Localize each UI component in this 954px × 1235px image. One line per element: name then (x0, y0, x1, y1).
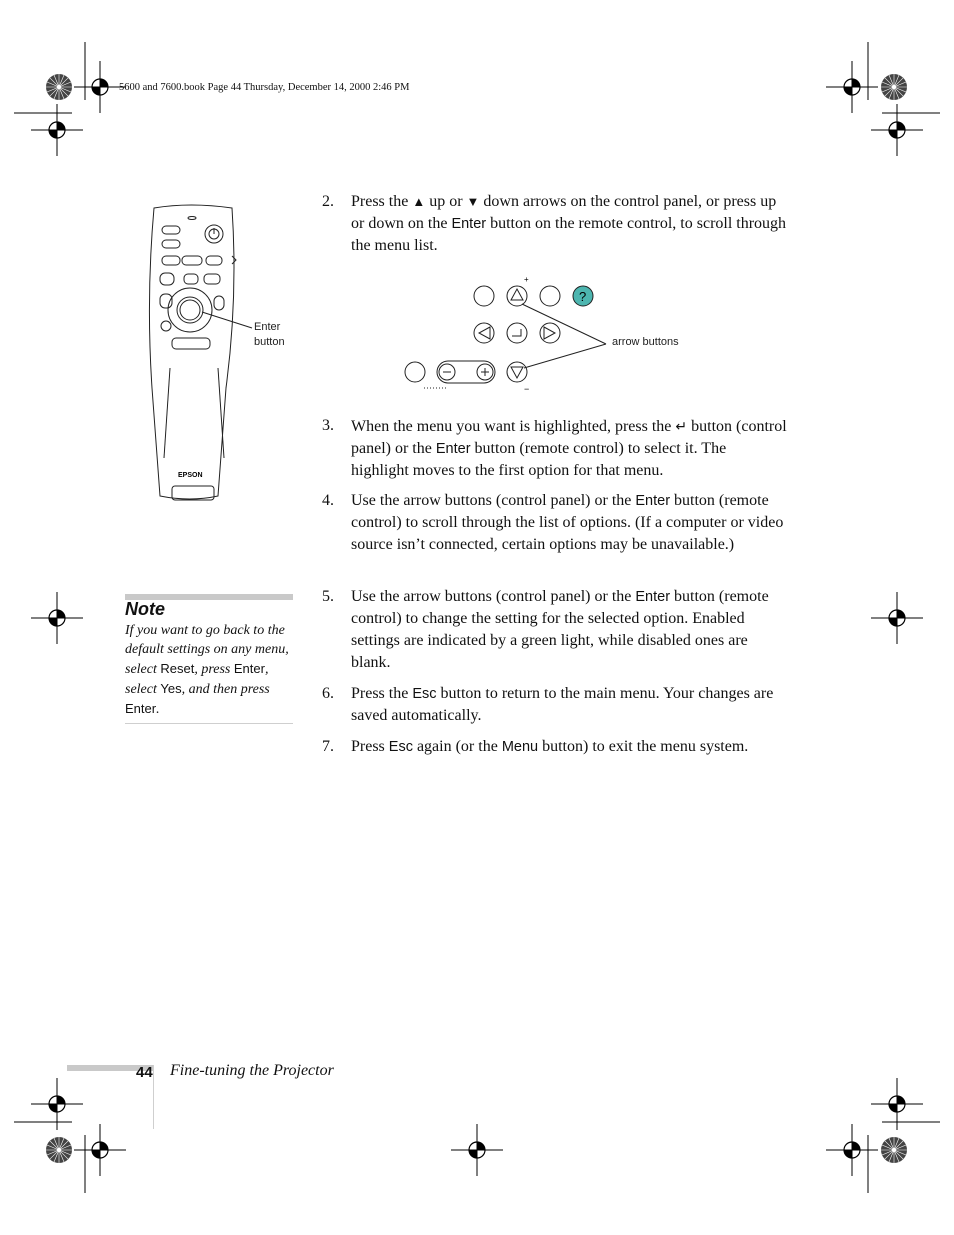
enter-button-label-line2: button (254, 336, 285, 348)
step-text: Press the Esc button to return to the main menu. Your changes are saved automatically. (351, 685, 774, 724)
remote-body (149, 205, 234, 499)
remote-control-illustration (140, 198, 300, 508)
step-text: When the menu you want is highlighted, press the ↵ button (control panel) or the Enter button (remote control) to select it. The highlight moves to the first option for that menu. (351, 418, 787, 479)
step-number: 3. (322, 417, 334, 434)
section-title: Fine-tuning the Projector (170, 1062, 334, 1079)
page-number: 44 (136, 1064, 153, 1081)
control-panel-illustration (400, 272, 710, 397)
step-number: 7. (322, 738, 334, 755)
note-title: Note (125, 599, 165, 619)
right-arrow-button (540, 323, 560, 343)
remote-brand: EPSON (178, 472, 203, 479)
step-number: 5. (322, 588, 334, 605)
arrow-buttons-label: arrow buttons (612, 336, 679, 348)
print-slug: 5600 and 7600.book Page 44 Thursday, December 14, 2000 2:46 PM (119, 82, 410, 93)
minus-sign: − (524, 384, 530, 394)
step-number: 4. (322, 492, 334, 509)
footer-divider (153, 1065, 154, 1129)
help-glyph: ? (579, 289, 587, 304)
enter-return-icon: ↵ (675, 418, 688, 434)
note-divider (125, 723, 293, 724)
step-text: Press the ▲ up or ▼ down arrows on the control panel, or press up or down on the Enter button on the remote control, to scroll through the menu list. (351, 193, 787, 254)
step-text: Press Esc again (or the Menu button) to exit the menu system. (351, 738, 749, 755)
step-text: Use the arrow buttons (control panel) or the Enter button (remote control) to scroll through the list of options. (If a computer or video source isn’t connected, certain options may be unavailable.) (351, 492, 784, 553)
step-text: Use the arrow buttons (control panel) or the Enter button (remote control) to change the setting for the selected option. Enabled settings are indicated by a green light, while disabled ones are blank. (351, 588, 769, 671)
enter-button (177, 297, 203, 323)
up-arrow-icon: ▲ (412, 194, 426, 209)
enter-button-label-line1: Enter (254, 321, 281, 333)
step-number: 2. (322, 193, 334, 210)
step-number: 6. (322, 685, 334, 702)
plus-sign: + (524, 275, 529, 284)
enter-button-panel (507, 323, 527, 343)
left-arrow-button (474, 323, 494, 343)
down-arrow-icon: ▼ (466, 194, 480, 209)
note-body: If you want to go back to the default settings on any menu, select Reset, press Enter, select Yes, and then press Enter. (125, 623, 289, 717)
